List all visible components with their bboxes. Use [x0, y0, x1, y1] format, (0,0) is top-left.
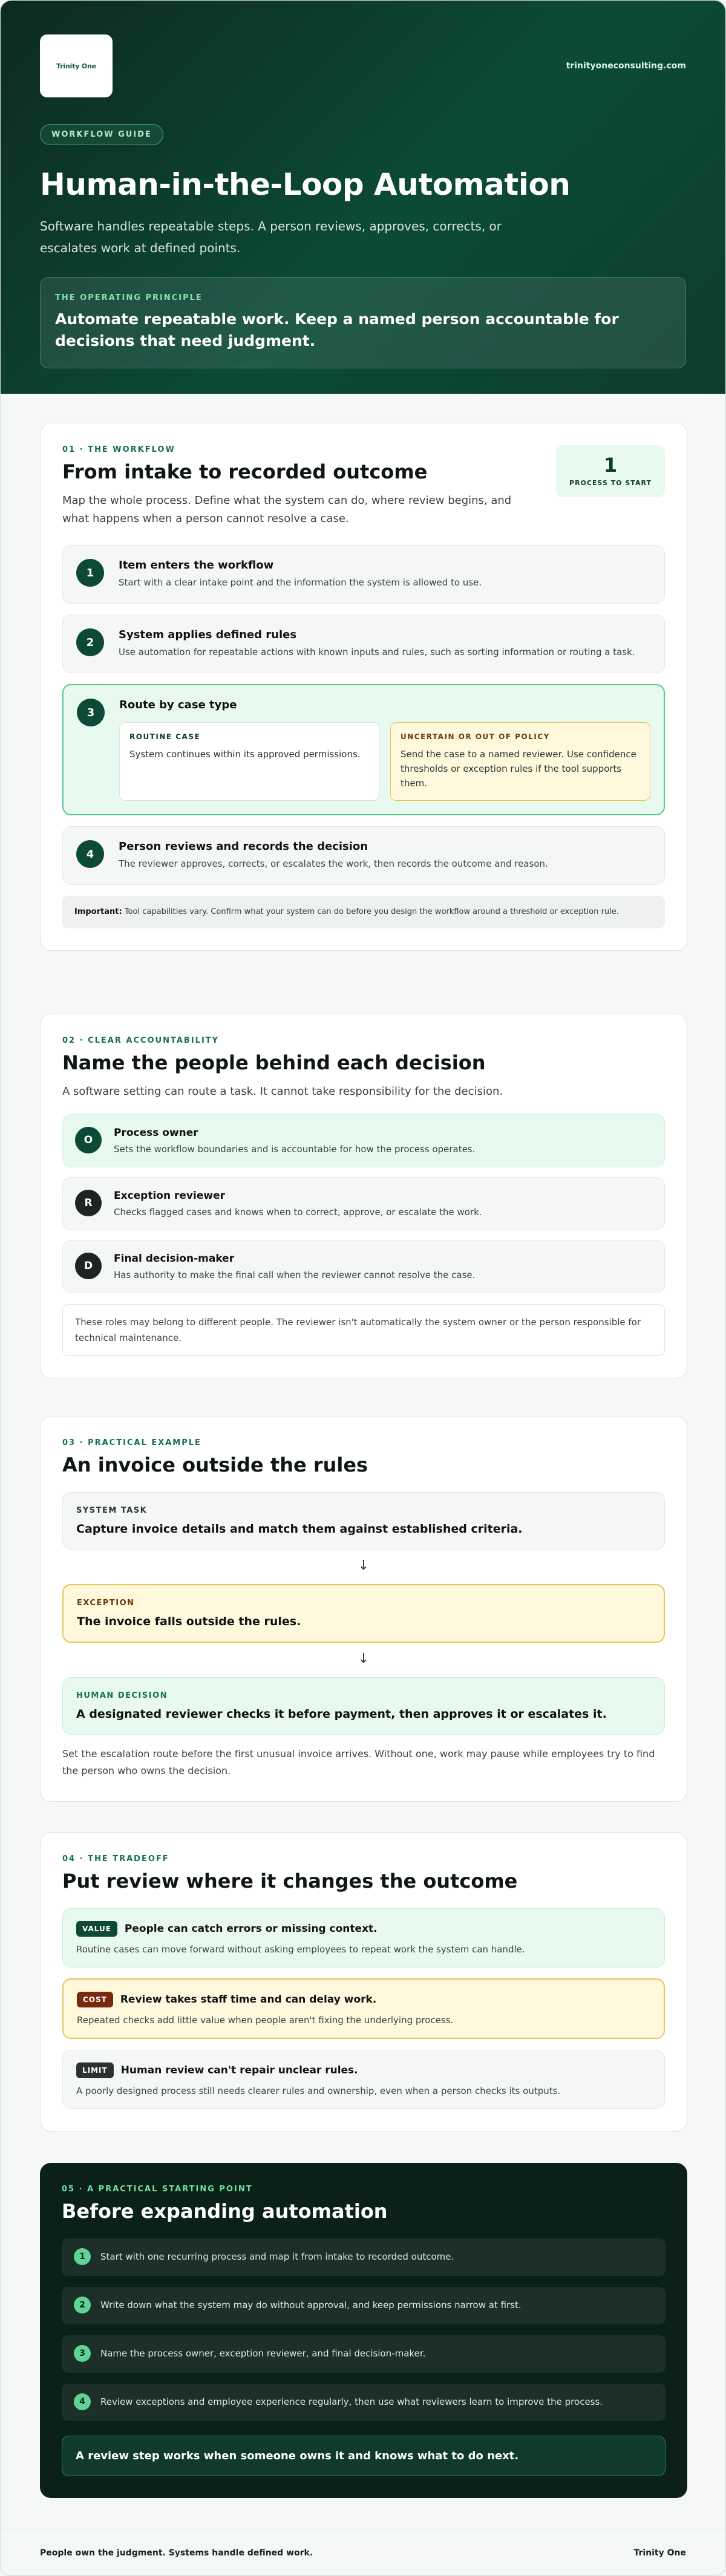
logo[interactable]	[40, 34, 113, 97]
tradeoff-section	[40, 1832, 687, 2131]
cost-badge: COST	[77, 1992, 113, 2007]
tradeoff-title: People can catch errors or missing context.	[124, 1923, 378, 1935]
section-eyebrow: 04 · THE TRADEOFF	[62, 1854, 169, 1864]
down-arrow-icon: ↓	[358, 1558, 370, 1573]
workflow-step	[62, 826, 665, 885]
item-text: Name the process owner, exception reviewer, and final decision-maker.	[100, 2348, 426, 2359]
down-arrow-icon: ↓	[358, 1651, 370, 1666]
site-url-link[interactable]: trinityoneconsulting.com	[566, 61, 686, 71]
item-number: 3	[74, 2345, 91, 2362]
footer-tagline: People own the judgment. Systems handle defined work.	[40, 2548, 313, 2558]
guide-pill: WORKFLOW GUIDE	[40, 124, 163, 145]
routine-case-box	[119, 722, 379, 801]
section-eyebrow: 02 · CLEAR ACCOUNTABILITY	[62, 1036, 220, 1045]
item-number: 4	[74, 2393, 91, 2410]
uncertain-case-label: UNCERTAIN OR OUT OF POLICY	[401, 732, 550, 741]
tradeoff-value	[62, 1908, 665, 1968]
note-text: Tool capabilities vary. Confirm what your system can do before you design the workflow around a threshold or exception rule.	[122, 907, 619, 916]
step-desc: The reviewer approves, corrects, or escalates the work, then records the outcome and reason.	[119, 858, 548, 869]
tradeoff-cost	[62, 1978, 665, 2039]
role-icon: R	[75, 1190, 102, 1216]
workflow-section	[40, 423, 687, 951]
step-title: Person reviews and records the decision	[119, 840, 368, 853]
item-text: Review exceptions and employee experience regularly, then use what reviewers learn to improve the process.	[100, 2396, 603, 2407]
role-desc: Has authority to make the final call when the reviewer cannot resolve the case.	[114, 1270, 476, 1280]
footer-brand: Trinity One	[633, 2548, 686, 2558]
note-label: Important:	[74, 907, 122, 916]
tradeoff-desc: A poorly designed process still needs clearer rules and ownership, even when a person checks its outputs.	[76, 2085, 561, 2096]
hero-header	[1, 1, 725, 394]
tradeoff-row	[76, 2062, 651, 2078]
system-task-label: SYSTEM TASK	[76, 1506, 148, 1515]
workflow-step	[62, 545, 665, 604]
uncertain-case-box	[390, 722, 650, 801]
counter-number: 1	[603, 454, 618, 477]
item-text: Start with one recurring process and map it from intake to recorded outcome.	[100, 2251, 454, 2262]
human-decision-box	[62, 1677, 665, 1735]
uncertain-case-text: Send the case to a named reviewer. Use confidence thresholds or exception rules if the tool supports them.	[401, 749, 636, 789]
human-decision-text: A designated reviewer checks it before payment, then approves it or escalates it.	[76, 1707, 607, 1721]
system-task-box	[62, 1492, 665, 1550]
section-lead: A software setting can route a task. It cannot take responsibility for the decision.	[62, 1085, 503, 1098]
role-title: Final decision-maker	[114, 1253, 235, 1265]
role-desc: Sets the workflow boundaries and is accountable for how the process operates.	[114, 1144, 476, 1155]
roles-note: These roles may belong to different people. The reviewer isn't automatically the system owner or the person responsible for technical maintenance.	[62, 1304, 665, 1356]
checklist-item	[62, 2384, 666, 2421]
section-eyebrow: 05 · A PRACTICAL STARTING POINT	[62, 2185, 253, 2194]
role-title: Exception reviewer	[114, 1190, 225, 1202]
tradeoff-row	[77, 1992, 650, 2007]
role-desc: Checks flagged cases and knows when to correct, approve, or escalate the work.	[114, 1207, 482, 1218]
checklist-item	[62, 2287, 666, 2324]
starting-point-section	[40, 2163, 687, 2498]
step-title: System applies defined rules	[119, 628, 297, 641]
step-title: Route by case type	[119, 699, 237, 711]
routine-case-text: System continues within its approved permissions.	[129, 749, 361, 760]
section-eyebrow: 03 · PRACTICAL EXAMPLE	[62, 1438, 201, 1447]
checklist-item	[62, 2239, 666, 2276]
role-title: Process owner	[114, 1127, 198, 1139]
tradeoff-title: Review takes staff time and can delay work.	[120, 1994, 377, 2006]
example-note: Set the escalation route before the first unusual invoice arrives. Without one, work may pause while employees try to find the person who owns the decision.	[62, 1748, 655, 1776]
section-eyebrow: 01 · THE WORKFLOW	[62, 445, 175, 454]
case-routes	[119, 722, 650, 801]
footer	[1, 2529, 725, 2576]
section-lead: Map the whole process. Define what the system can do, where review begins, and what happens when a person cannot resolve a case.	[62, 494, 512, 525]
tradeoff-row	[76, 1921, 651, 1937]
topbar	[40, 34, 686, 97]
tradeoff-title: Human review can't repair unclear rules.	[120, 2064, 358, 2076]
exception-box	[62, 1584, 665, 1643]
example-section	[40, 1416, 687, 1802]
step-number: 2	[76, 628, 104, 656]
workflow-step	[62, 615, 665, 673]
step-desc: Use automation for repeatable actions with known inputs and rules, such as sorting information or routing a task.	[119, 647, 635, 657]
role-card	[62, 1114, 665, 1167]
section-title: From intake to recorded outcome	[62, 460, 428, 483]
workflow-step-routing	[62, 684, 665, 815]
closing-callout: A review step works when someone owns it and knows what to do next.	[62, 2436, 666, 2476]
counter-label: PROCESS TO START	[569, 479, 652, 487]
routine-case-label: ROUTINE CASE	[129, 732, 201, 741]
step-number: 4	[76, 840, 104, 868]
section-title: Before expanding automation	[62, 2200, 388, 2223]
item-number: 1	[74, 2248, 91, 2265]
page-title: Human-in-the-Loop Automation	[40, 167, 571, 202]
role-icon: D	[75, 1253, 102, 1279]
section-title: Put review where it changes the outcome	[62, 1870, 518, 1893]
checklist-item	[62, 2335, 666, 2373]
principle-label: THE OPERATING PRINCIPLE	[55, 293, 203, 302]
exception-label: EXCEPTION	[77, 1599, 135, 1608]
system-task-text: Capture invoice details and match them against established criteria.	[76, 1522, 523, 1536]
operating-principle-box	[40, 277, 686, 368]
section-title: Name the people behind each decision	[62, 1051, 486, 1074]
accountability-section	[40, 1014, 687, 1378]
logo-text: Trinity One	[56, 62, 96, 70]
role-icon: O	[75, 1127, 102, 1153]
principle-text: Automate repeatable work. Keep a named person accountable for decisions that need judgment.	[55, 310, 619, 350]
tradeoff-limit	[62, 2050, 665, 2109]
step-desc: Start with a clear intake point and the information the system is allowed to use.	[119, 577, 482, 588]
role-card	[62, 1240, 665, 1293]
section-title: An invoice outside the rules	[62, 1453, 368, 1476]
tradeoff-desc: Repeated checks add little value when people aren't fixing the underlying process.	[77, 2015, 454, 2026]
item-text: Write down what the system may do without approval, and keep permissions narrow at first.	[100, 2300, 522, 2310]
tradeoff-desc: Routine cases can move forward without asking employees to repeat work the system can handle.	[76, 1944, 525, 1955]
value-badge: VALUE	[76, 1921, 117, 1937]
page-subtitle: Software handles repeatable steps. A person reviews, approves, corrects, or escalates work at defined points.	[40, 219, 502, 255]
item-number: 2	[74, 2297, 91, 2314]
process-counter	[556, 445, 665, 497]
exception-text: The invoice falls outside the rules.	[77, 1615, 301, 1628]
role-card	[62, 1177, 665, 1230]
limit-badge: LIMIT	[76, 2062, 114, 2078]
step-title: Item enters the workflow	[119, 559, 274, 572]
step-number: 1	[76, 559, 104, 587]
important-note	[62, 896, 665, 928]
human-decision-label: HUMAN DECISION	[76, 1691, 168, 1700]
step-number: 3	[77, 699, 105, 726]
